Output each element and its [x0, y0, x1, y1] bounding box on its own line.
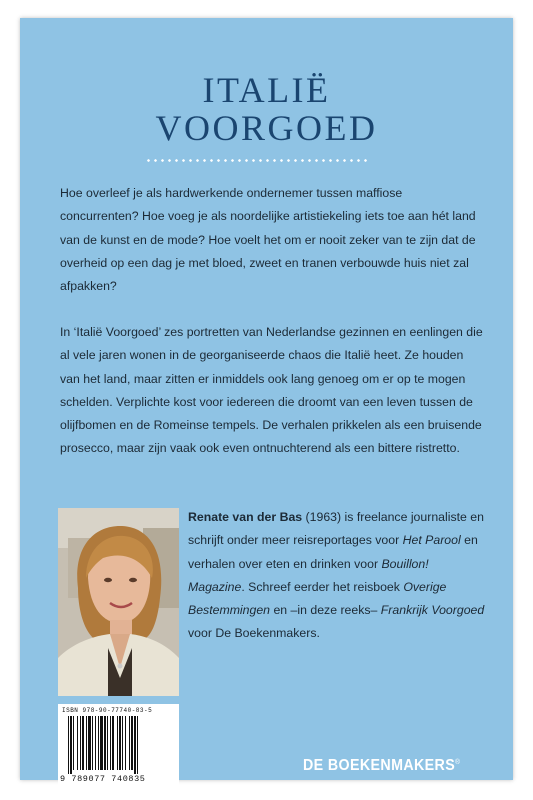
- barcode-number: 9 789077 740835: [60, 774, 146, 784]
- publisher-name: DE BOEKENMAKERS: [303, 757, 456, 774]
- bio-text: en verhalen over eten en drinken voor: [188, 533, 478, 571]
- barcode-bar: [134, 716, 136, 774]
- barcode-bar: [95, 716, 96, 770]
- book-title-line-1: ITALIË: [202, 70, 331, 110]
- barcode-bar: [86, 716, 87, 770]
- bio-text: voor De Boekenmakers.: [188, 626, 320, 641]
- back-cover: [20, 18, 513, 784]
- barcode-bar: [88, 716, 91, 770]
- bio-work-title: Het Parool: [402, 533, 461, 548]
- registered-mark: ®: [455, 758, 461, 766]
- barcode-bar: [131, 716, 133, 770]
- barcode-bar: [107, 716, 108, 770]
- author-name: Renate van der Bas: [188, 510, 303, 524]
- blurb-paragraph-2: In ‘Italië Voorgoed’ zes portretten van Nederlandse gezinnen en eenlingen die al vele jaren wonen in de georganiseerde chaos die Italië heet. Ze houden van het land, maar zitten er inmiddels ook lang genoeg om er op te mogen schelden. Verplichte kost voor iedereen die droomt van een leven tussen de olijfbomen en de Romeinse tempels. De verhalen prikkelen als een bruisende prosecco, maar zijn vaak ook even ontnuchterend als een bittere ristretto.: [60, 325, 483, 456]
- barcode-bars: [66, 716, 172, 774]
- barcode-bar: [77, 716, 78, 770]
- barcode-bar: [117, 716, 118, 770]
- barcode-bar: [112, 716, 114, 770]
- isbn-label: ISBN 978-90-77740-83-5: [62, 707, 153, 714]
- barcode-bar: [82, 716, 84, 770]
- isbn-barcode: [58, 704, 179, 786]
- barcode-bar: [125, 716, 126, 770]
- bio-work-title: Bouillon! Magazine: [188, 556, 429, 594]
- barcode-bar: [73, 716, 74, 770]
- barcode-bar: [80, 716, 81, 770]
- bio-work-title: Frankrijk Voorgoed: [380, 603, 485, 618]
- barcode-bar: [100, 716, 103, 770]
- barcode-bar: [119, 716, 121, 770]
- barcode-bar: [92, 716, 93, 770]
- bio-text: . Schreef eerder het reisboek: [241, 579, 404, 594]
- dotted-divider: [145, 159, 370, 162]
- author-photo: [58, 508, 179, 696]
- barcode-bar: [68, 716, 69, 774]
- barcode-bar: [137, 716, 138, 774]
- barcode-bar: [129, 716, 130, 770]
- barcode-bar: [110, 716, 111, 770]
- bio-text: (1963) is freelance journaliste en schrijft onder meer reisreportages voor: [188, 510, 484, 548]
- bio-work-title: Overige Bestemmingen: [188, 579, 447, 618]
- author-bio: [188, 506, 486, 646]
- publisher-logo: [303, 757, 460, 775]
- barcode-bar: [98, 716, 99, 770]
- book-title-line-2: VOORGOED: [155, 108, 378, 148]
- barcode-bar: [104, 716, 106, 770]
- barcode-bar: [122, 716, 123, 770]
- blurb-paragraph-1: Hoe overleef je als hardwerkende ondernemer tussen maffiose concurrenten? Hoe voeg je als noordelijke artistiekeling iets toe aan hét land van de kunst en de mode? Hoe voelt het om er nooit zeker van te zijn dat de overheid op een dag je met bloed, zweet en tranen verbouwde huis niet zal afpakken?: [60, 186, 476, 294]
- barcode-bar: [70, 716, 72, 774]
- author-portrait-illustration: [58, 508, 179, 696]
- bio-text: en –in deze reeks–: [270, 603, 381, 618]
